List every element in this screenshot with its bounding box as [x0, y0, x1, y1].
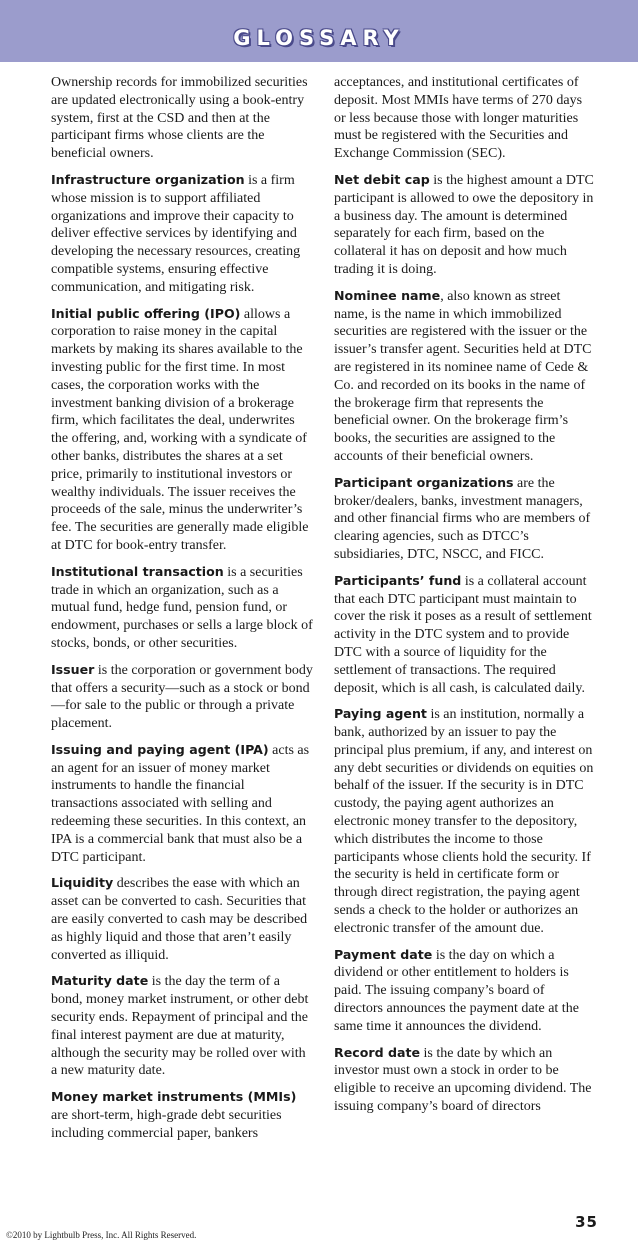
glossary-term: Maturity date	[51, 973, 149, 989]
glossary-definition: is a collateral account that each DTC participant must maintain to cover the risk it poses as a result of settlement activity in the DTC system and to provide DTC with a source of liquidity for the settlement of transactions. The required deposit, which is all cash, is calculated daily.	[334, 573, 592, 696]
glossary-term: Participants’ fund	[334, 572, 462, 588]
glossary-entry	[51, 563, 313, 653]
glossary-definition: is a securities trade in which an organization, such as a mutual fund, hedge fund, pension fund, or endowment, purchases or sells a large block of stocks, bonds, or other securities.	[51, 564, 313, 651]
glossary-term: Issuing and paying agent (IPA)	[51, 741, 269, 757]
glossary-entry	[334, 1044, 596, 1116]
glossary-term: Infrastructure organization	[51, 171, 245, 187]
glossary-entry	[334, 287, 596, 466]
glossary-entry	[51, 972, 313, 1080]
glossary-definition: is the corporation or government body that offers a security—such as a stock or bond—for sale to the public or through a private placement.	[51, 662, 313, 732]
glossary-definition: allows a corporation to raise money in the capital markets by making its shares available to the investing public for the first time. In most cases, the corporation works with the investment banking division of a brokerage firm, which facilitates the deal, underwrites the offering, and, working with a syndicate of other banks, distributes the shares at a set price, primarily to institutional investors or wealthy individuals. The issuer receives the proceeds of the sale, minus the underwriter’s fee. The securities are generally made eligible at DTC for book-entry transfer.	[51, 306, 309, 553]
glossary-definition: is a firm whose mission is to support affiliated organizations and improve their capacity to deliver effective services by identifying and developing the necessary resources, creating compatible systems, ensuring effective communication, and mitigating risk.	[51, 172, 301, 295]
copyright-notice: ©2010 by Lightbulb Press, Inc. All Rights Reserved.	[6, 1230, 197, 1240]
glossary-entry	[51, 661, 313, 733]
glossary-term: Liquidity	[51, 875, 114, 891]
glossary-term: Initial public offering (IPO)	[51, 305, 241, 321]
glossary-entry	[334, 946, 596, 1036]
glossary-definition: are the broker/dealers, banks, investment managers, and other financial firms who are members of clearing agencies, such as DTCC’s subsidiaries, DTC, NSCC, and FICC.	[334, 475, 591, 562]
continuation-text: Ownership records for immobilized securities are updated electronically using a book-entry system, first at the CSD and then at the participant firms whose clients are the beneficial owners.	[51, 75, 308, 162]
glossary-entry	[334, 171, 596, 279]
glossary-term: Nominee name	[334, 287, 441, 303]
page-title: GLOSSARY	[233, 26, 405, 50]
glossary-definition: , also known as street name, is the name in which immobilized securities are registered with the issuer or the issuer’s transfer agent. Securities held at DTC are registered in its nominee name of Cede & Co. and recorded on its books in the name of the brokerage firm that represents the beneficial owner. On the brokerage firm’s books, the securities are assigned to the accounts of their beneficial owners.	[334, 288, 592, 464]
glossary-entry	[51, 1088, 313, 1142]
glossary-term: Net debit cap	[334, 171, 430, 187]
glossary-entry	[51, 171, 313, 297]
glossary-term: Institutional transaction	[51, 563, 224, 579]
glossary-definition: are short-term, high-grade debt securities including commercial paper, bankers	[51, 1108, 282, 1141]
left-column	[51, 74, 313, 1151]
right-column	[334, 74, 596, 1124]
glossary-term: Paying agent	[334, 706, 427, 722]
glossary-entry	[51, 305, 313, 555]
glossary-term: Issuer	[51, 661, 95, 677]
glossary-entry	[51, 874, 313, 964]
glossary-term: Payment date	[334, 946, 433, 962]
glossary-definition: describes the ease with which an asset can be converted to cash. Securities that are easily converted to cash may be described as highly liquid and those that aren’t easily converted as illiquid.	[51, 876, 308, 963]
glossary-definition: acts as an agent for an issuer of money market instruments to handle the financial transactions associated with selling and redeeming these securities. In this context, an IPA is a commercial bank that must also be a DTC participant.	[51, 742, 310, 865]
glossary-definition: is the highest amount a DTC participant is allowed to owe the depository in a business day. The amount is determined separately for each firm, based on the collateral it has on deposit and how much trading it is doing.	[334, 172, 594, 277]
glossary-entry	[334, 572, 596, 698]
glossary-definition: is the day the term of a bond, money market instrument, or other debt security ends. Repayment of principal and the final interest payment are due at maturity, although the security may be rolled over with a new maturity date.	[51, 974, 309, 1079]
header-banner	[0, 0, 638, 62]
glossary-term: Participant organizations	[334, 474, 514, 490]
glossary-definition: is the date by which an investor must own a stock in order to be eligible to receive an upcoming dividend. The issuing company’s board of directors	[334, 1045, 592, 1115]
glossary-term: Money market instruments (MMIs)	[51, 1089, 297, 1105]
glossary-definition: is an institution, normally a bank, authorized by an issuer to pay the principal plus premium, if any, and interest on any debt securities or dividends on equities on behalf of the issuer. If the security is in DTC custody, the paying agent authorizes an electronic money transfer to the depository, which distributes the income to those participants whose clients hold the security. If the security is held in certificate form or through direct registration, the paying agent sends a check to the holder or authorizes an electronic transfer of the amount due.	[334, 707, 594, 936]
glossary-entry	[334, 474, 596, 564]
page-number: 35	[575, 1213, 598, 1231]
glossary-term: Record date	[334, 1044, 421, 1060]
continuation-text: acceptances, and institutional certificates of deposit. Most MMIs have terms of 270 days or less because those with longer maturities must be registered with the Securities and Exchange Commission (SEC).	[334, 75, 583, 162]
glossary-definition: is the day on which a dividend or other entitlement to holders is paid. The issuing company’s board of directors announces the payment date at the same time it announces the dividend.	[334, 947, 579, 1034]
glossary-entry	[51, 741, 313, 867]
glossary-entry	[334, 705, 596, 937]
